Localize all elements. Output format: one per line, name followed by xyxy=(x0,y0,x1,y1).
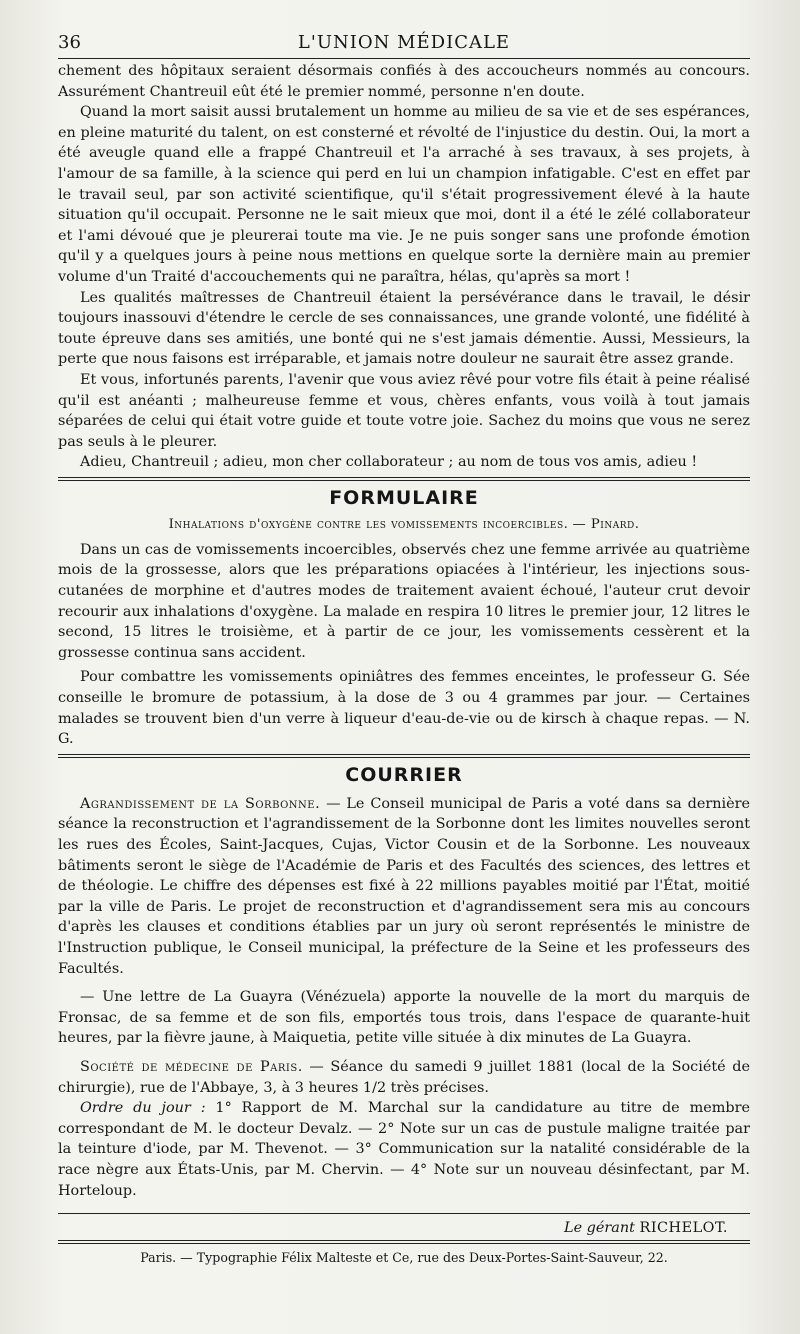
courrier-section xyxy=(58,794,750,1201)
signature-rule xyxy=(58,1213,750,1214)
section-divider xyxy=(58,754,750,758)
courrier-heading: COURRIER xyxy=(345,763,463,786)
formulaire-section xyxy=(58,540,750,750)
courrier-societe-text: — Séance du samedi 9 juillet 1881 (local de la Société de chirurgie), rue de l'Abbaye, 3, à 3 heures 1/2 très précises. xyxy=(58,1058,750,1096)
signature-name: RICHELOT. xyxy=(639,1220,728,1237)
eulogy-paragraph-1: chement des hôpitaux seraient désormais confiés à des accoucheurs nommés au concours. Assurément Chantreuil eût été le premier nommé, personne n'en doute. xyxy=(58,63,750,100)
courrier-sorbonne-label: Agrandissement de la Sorbonne. xyxy=(80,795,321,812)
running-head xyxy=(58,30,750,56)
eulogy-paragraph-5: Adieu, Chantreuil ; adieu, mon cher collaborateur ; au nom de tous vos amis, adieu ! xyxy=(80,454,698,471)
page-number: 36 xyxy=(58,32,81,53)
signature xyxy=(58,1220,728,1236)
formulaire-subheading xyxy=(58,517,750,532)
formulaire-heading: FORMULAIRE xyxy=(329,486,479,509)
imprint-rule xyxy=(58,1240,750,1244)
formulaire-paragraph-1: Dans un cas de vomissements incoercibles, observés chez une femme arrivée au quatrième mois de la grossesse, alors que les préparations opiacées à l'intérieur, les injections sous-cutanées de morphine et d'autres modes de traitement avaient échoué, l'auteur crut devoir recourir aux inhalations d'oxygène. La malade en respira 10 litres le premier jour, 12 litres le second, 15 litres le troisième, et à partir de ce jour, les vomissements cessèrent et la grossesse continua sans accident. xyxy=(58,541,750,661)
courrier-societe-paragraph xyxy=(58,1057,750,1098)
courrier-sorbonne-text: — Le Conseil municipal de Paris a voté dans sa dernière séance la reconstruction et l'agrandissement de la Sorbonne dont les limites nouvelles seront les rues des Écoles, Saint-Jacques, Cujas, Victor Cousin et de la Sorbonne. Les nouveaux bâtiments seront le siège de l'Académie de Paris et des Facultés des sciences, des lettres et de théologie. Le chiffre des dépenses est fixé à 22 millions payables moitié par l'État, moitié par la ville de Paris. Le projet de reconstruction et d'agrandissement sera mis au concours d'après les clauses et conditions établies par un jury où seront représentés le ministre de l'Instruction publique, le Conseil municipal, la préfecture de la Seine et les professeurs des Facultés. xyxy=(58,795,751,977)
printer-imprint: Paris. — Typographie Félix Malteste et Ce, rue des Deux-Portes-Saint-Sauveur, 22. xyxy=(140,1250,668,1266)
header-rule xyxy=(58,58,750,59)
journal-title: L'UNION MÉDICALE xyxy=(297,32,511,53)
section-divider xyxy=(58,477,750,481)
courrier-ordre-label: Ordre du jour : xyxy=(80,1100,206,1117)
formulaire-subheading-label: Inhalations d'oxygène contre les vomissements incoercibles. xyxy=(168,516,569,532)
formulaire-subheading-author: — Pinard. xyxy=(572,516,640,532)
signature-role: Le gérant xyxy=(564,1220,635,1237)
courrier-sorbonne-paragraph xyxy=(58,794,750,979)
courrier-societe-label: Société de médecine de Paris. xyxy=(80,1058,303,1075)
courrier-ordre-paragraph xyxy=(58,1098,750,1201)
courrier-guayra-paragraph: — Une lettre de La Guayra (Vénézuela) apporte la nouvelle de la mort du marquis de Fronsac, de sa femme et de son fils, emportés tous trois, dans l'espace de quarante-huit heures, par la fièvre jaune, à Maiquetia, petite ville située à dix minutes de La Guayra. xyxy=(58,989,750,1047)
eulogy-paragraph-3: Les qualités maîtresses de Chantreuil étaient la persévérance dans le travail, le désir toujours inassouvi d'étendre le cercle de ses connaissances, une grande volonté, une fidélité à toute épreuve dans ses amitiés, une bonté qui ne s'est jamais démentie. Aussi, Messieurs, la perte que nous faisons est irréparable, et jamais notre douleur ne saurait être assez grande. xyxy=(58,289,750,368)
courrier-ordre-text: 1° Rapport de M. Marchal sur la candidature au titre de membre correspondant de M. le docteur Devalz. — 2° Note sur un cas de pustule maligne traitée par la teinture d'iode, par M. Thevenot. — 3° Communication sur la natalité considérable de la race nègre aux États-Unis, par M. Chervin. — 4° Note sur un nouveau désinfectant, par M. Horteloup. xyxy=(58,1100,750,1199)
eulogy-section xyxy=(58,61,750,473)
eulogy-paragraph-2: Quand la mort saisit aussi brutalement un homme au milieu de sa vie et de ses espérances, en pleine maturité du talent, on est consterné et révolté de l'injustice du destin. Oui, la mort a été aveugle quand elle a frappé Chantreuil et l'a arraché à ses travaux, à ses projets, à l'amour de sa famille, à la science qui perd en lui un champion infatigable. C'est en effet par le travail seul, par son activité scientifique, qu'il s'était progressivement élevé à la haute situation qu'il occupait. Personne ne le sait mieux que moi, dont il a été le zélé collaborateur et l'ami dévoué que je pleurerai toute ma vie. Je ne puis songer sans une profonde émotion qu'il y a quelques jours à peine nous mettions en quelque sorte la dernière main au premier volume d'un Traité d'accouchements qui ne paraîtra, hélas, qu'après sa mort ! xyxy=(58,104,750,285)
eulogy-paragraph-4: Et vous, infortunés parents, l'avenir que vous aviez rêvé pour votre fils était à peine réalisé qu'il est anéanti ; malheureuse femme et vous, chères enfants, vous voilà à tout jamais séparées de celui qui était votre guide et toute votre joie. Sachez du moins que vous ne serez pas seuls à le pleurer. xyxy=(58,371,750,450)
formulaire-paragraph-2: Pour combattre les vomissements opiniâtres des femmes enceintes, le professeur G. Sée conseille le bromure de potassium, à la dose de 3 ou 4 grammes par jour. — Certaines malades se trouvent bien d'un verre à liqueur d'eau-de-vie ou de kirsch à chaque repas. — N. G. xyxy=(58,669,750,748)
